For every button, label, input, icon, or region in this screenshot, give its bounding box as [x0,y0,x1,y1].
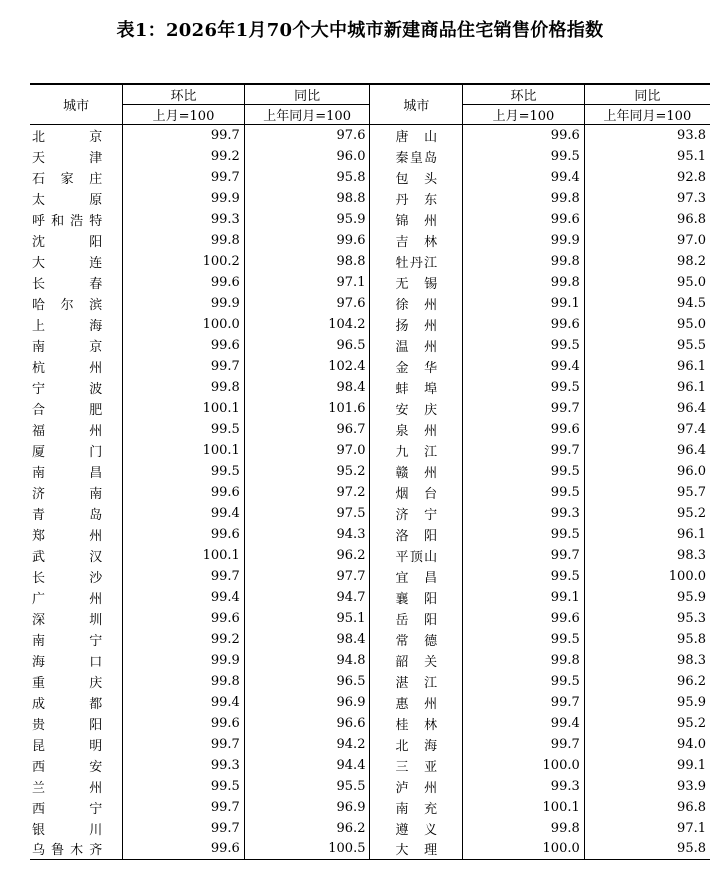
table-row [30,797,710,818]
cell-city-left: 沈阳 [32,234,103,250]
cell-city-right: 岳阳 [370,608,463,629]
cell-yoy-right: 95.7 [584,482,710,503]
cell-yoy-left: 95.5 [244,776,370,797]
cell-mom-left: 99.6 [123,335,245,356]
table-row [30,650,710,671]
cell-city-right: 洛阳 [370,524,463,545]
header-mom-base-right: 上月=100 [463,105,585,125]
cell-city-left: 宁波 [32,381,103,397]
cell-mom-right: 99.5 [463,461,585,482]
cell-mom-left: 99.6 [123,482,245,503]
cell-yoy-left: 96.7 [244,419,370,440]
cell-city-right: 襄阳 [370,587,463,608]
cell-city-left: 南宁 [32,633,103,649]
cell-city-right: 湛江 [370,671,463,692]
cell-yoy-left: 96.0 [244,146,370,167]
table-row [30,608,710,629]
cell-yoy-right: 96.1 [584,524,710,545]
cell-mom-right: 99.5 [463,335,585,356]
cell-city-right: 赣州 [370,461,463,482]
table-row [30,230,710,251]
table-row [30,755,710,776]
cell-city-left: 深圳 [32,612,103,628]
cell-city-right: 遵义 [370,818,463,839]
cell-yoy-right: 95.8 [584,839,710,860]
cell-city-left: 重庆 [32,675,103,691]
table-row [30,461,710,482]
cell-yoy-left: 95.9 [244,209,370,230]
cell-mom-left: 99.3 [123,755,245,776]
cell-mom-left: 99.7 [123,356,245,377]
cell-mom-left: 99.9 [123,293,245,314]
cell-yoy-left: 97.5 [244,503,370,524]
cell-yoy-right: 97.4 [584,419,710,440]
table-row [30,734,710,755]
header-mom-left: 环比 [123,84,245,105]
cell-yoy-right: 96.8 [584,209,710,230]
cell-mom-left: 99.8 [123,230,245,251]
cell-city-right: 桂林 [370,713,463,734]
cell-yoy-left: 100.5 [244,839,370,860]
cell-yoy-left: 96.2 [244,545,370,566]
table-row [30,713,710,734]
table-title: 表1：2026年1月70个大中城市新建商品住宅销售价格指数 [116,20,604,41]
cell-city-left: 上海 [32,318,103,334]
cell-mom-left: 99.2 [123,629,245,650]
cell-yoy-left: 95.1 [244,608,370,629]
cell-yoy-right: 96.2 [584,671,710,692]
table-row [30,776,710,797]
cell-city-left: 青岛 [32,507,103,523]
cell-yoy-right: 95.2 [584,713,710,734]
cell-yoy-left: 97.1 [244,272,370,293]
cell-yoy-right: 94.5 [584,293,710,314]
cell-mom-right: 99.6 [463,608,585,629]
cell-city-left: 昆明 [32,738,103,754]
cell-mom-right: 99.5 [463,482,585,503]
cell-yoy-left: 96.2 [244,818,370,839]
cell-yoy-right: 95.9 [584,587,710,608]
table-row [30,314,710,335]
cell-yoy-right: 99.1 [584,755,710,776]
cell-city-left: 石家庄 [32,171,103,187]
cell-mom-left: 99.8 [123,377,245,398]
cell-city-right: 吉林 [370,230,463,251]
cell-mom-left: 99.5 [123,461,245,482]
cell-mom-left: 99.7 [123,734,245,755]
cell-yoy-right: 95.0 [584,272,710,293]
table-row [30,272,710,293]
cell-city-left: 太原 [32,192,103,208]
cell-yoy-left: 98.8 [244,251,370,272]
cell-city-right: 锦州 [370,209,463,230]
cell-yoy-left: 94.3 [244,524,370,545]
header-yoy-left: 同比 [244,84,370,105]
cell-mom-right: 99.9 [463,230,585,251]
cell-city-right: 金华 [370,356,463,377]
table-row [30,839,710,860]
cell-yoy-right: 96.8 [584,797,710,818]
cell-mom-right: 99.5 [463,566,585,587]
cell-mom-left: 100.1 [123,545,245,566]
cell-city-left: 兰州 [32,780,103,796]
table-row [30,167,710,188]
cell-yoy-left: 104.2 [244,314,370,335]
cell-city-left: 长沙 [32,570,103,586]
table-row [30,587,710,608]
cell-city-right: 无锡 [370,272,463,293]
cell-city-left: 呼和浩特 [32,213,103,229]
cell-city-left: 海口 [32,654,103,670]
table-row [30,671,710,692]
cell-mom-left: 100.1 [123,398,245,419]
table-row [30,377,710,398]
cell-mom-left: 99.6 [123,713,245,734]
cell-mom-right: 99.6 [463,209,585,230]
cell-yoy-left: 95.2 [244,461,370,482]
cell-city-left: 南昌 [32,465,103,481]
header-mom-right: 环比 [463,84,585,105]
table-row [30,482,710,503]
cell-yoy-left: 96.9 [244,797,370,818]
cell-mom-left: 99.7 [123,125,245,146]
cell-city-right: 蚌埠 [370,377,463,398]
cell-mom-left: 99.5 [123,419,245,440]
table-row [30,188,710,209]
cell-city-right: 温州 [370,335,463,356]
cell-yoy-left: 94.2 [244,734,370,755]
cell-mom-left: 99.7 [123,818,245,839]
table-row [30,818,710,839]
cell-yoy-right: 100.0 [584,566,710,587]
cell-yoy-left: 95.8 [244,167,370,188]
cell-city-right: 宜昌 [370,566,463,587]
cell-mom-left: 99.3 [123,209,245,230]
cell-yoy-right: 94.0 [584,734,710,755]
cell-city-right: 韶关 [370,650,463,671]
cell-mom-right: 99.1 [463,293,585,314]
cell-mom-right: 99.5 [463,524,585,545]
header-mom-base-left: 上月=100 [123,105,245,125]
cell-mom-left: 99.7 [123,797,245,818]
table-row [30,146,710,167]
cell-city-left: 武汉 [32,549,103,565]
cell-mom-right: 99.8 [463,251,585,272]
cell-mom-left: 100.2 [123,251,245,272]
header-city-left: 城市 [63,99,90,114]
cell-city-right: 秦皇岛 [370,146,463,167]
cell-city-right: 南充 [370,797,463,818]
table-row [30,125,710,146]
header-yoy-base-left: 上年同月=100 [244,105,370,125]
cell-city-right: 牡丹江 [370,251,463,272]
cell-city-left: 北京 [32,129,103,145]
cell-city-left: 银川 [32,822,103,838]
cell-city-right: 泉州 [370,419,463,440]
cell-city-left: 郑州 [32,528,103,544]
cell-yoy-left: 94.8 [244,650,370,671]
cell-yoy-left: 97.7 [244,566,370,587]
cell-city-right: 徐州 [370,293,463,314]
cell-city-left: 福州 [32,423,103,439]
cell-mom-right: 99.1 [463,587,585,608]
cell-yoy-right: 96.0 [584,461,710,482]
cell-mom-left: 99.4 [123,587,245,608]
cell-yoy-right: 97.3 [584,188,710,209]
cell-city-right: 三亚 [370,755,463,776]
cell-mom-left: 99.4 [123,692,245,713]
cell-city-left: 厦门 [32,444,103,460]
cell-mom-left: 99.9 [123,188,245,209]
cell-yoy-left: 96.6 [244,713,370,734]
table-body [30,125,710,860]
header-city-right: 城市 [370,84,463,125]
cell-city-right: 扬州 [370,314,463,335]
cell-yoy-right: 95.9 [584,692,710,713]
cell-mom-left: 99.6 [123,608,245,629]
cell-mom-right: 99.5 [463,629,585,650]
cell-yoy-left: 98.4 [244,629,370,650]
cell-yoy-right: 96.1 [584,377,710,398]
cell-city-right: 北海 [370,734,463,755]
cell-city-left: 杭州 [32,360,103,376]
table-row [30,356,710,377]
cell-yoy-left: 98.8 [244,188,370,209]
table-row [30,503,710,524]
cell-mom-left: 99.5 [123,776,245,797]
cell-mom-right: 99.8 [463,818,585,839]
cell-mom-left: 99.2 [123,146,245,167]
cell-city-left: 西宁 [32,801,103,817]
cell-yoy-left: 98.4 [244,377,370,398]
cell-city-left: 大连 [32,255,103,271]
table-row [30,209,710,230]
cell-yoy-right: 98.3 [584,650,710,671]
cell-mom-left: 99.7 [123,566,245,587]
cell-city-right: 安庆 [370,398,463,419]
cell-city-right: 平顶山 [370,545,463,566]
cell-mom-right: 100.1 [463,797,585,818]
table-row [30,251,710,272]
table-row [30,692,710,713]
cell-city-left: 哈尔滨 [32,297,103,313]
table-row [30,524,710,545]
cell-yoy-right: 97.0 [584,230,710,251]
table-row [30,335,710,356]
cell-yoy-right: 96.4 [584,440,710,461]
cell-yoy-left: 96.5 [244,671,370,692]
cell-mom-right: 99.4 [463,713,585,734]
cell-mom-right: 100.0 [463,755,585,776]
table-row [30,440,710,461]
cell-yoy-right: 95.3 [584,608,710,629]
cell-yoy-right: 96.1 [584,356,710,377]
cell-city-left: 合肥 [32,402,103,418]
cell-mom-right: 99.5 [463,671,585,692]
cell-city-right: 九江 [370,440,463,461]
cell-city-left: 天津 [32,150,103,166]
cell-yoy-left: 96.5 [244,335,370,356]
cell-city-left: 广州 [32,591,103,607]
cell-city-left: 成都 [32,696,103,712]
cell-yoy-right: 95.0 [584,314,710,335]
cell-city-right: 包头 [370,167,463,188]
table-row [30,566,710,587]
cell-mom-right: 99.5 [463,377,585,398]
cell-city-left: 乌鲁木齐 [32,843,103,859]
cell-city-left: 长春 [32,276,103,292]
cell-yoy-right: 98.3 [584,545,710,566]
cell-mom-left: 99.8 [123,671,245,692]
cell-mom-right: 99.3 [463,776,585,797]
header-yoy-base-right: 上年同月=100 [584,105,710,125]
cell-mom-right: 99.5 [463,146,585,167]
cell-mom-right: 99.7 [463,545,585,566]
cell-city-left: 西安 [32,759,103,775]
cell-mom-left: 99.6 [123,524,245,545]
cell-mom-right: 99.7 [463,734,585,755]
cell-yoy-left: 94.4 [244,755,370,776]
cell-mom-right: 99.8 [463,188,585,209]
cell-mom-right: 99.6 [463,419,585,440]
cell-mom-left: 100.1 [123,440,245,461]
cell-yoy-right: 98.2 [584,251,710,272]
cell-yoy-right: 93.8 [584,125,710,146]
cell-mom-right: 99.4 [463,167,585,188]
cell-yoy-right: 95.1 [584,146,710,167]
cell-city-right: 惠州 [370,692,463,713]
cell-yoy-right: 95.5 [584,335,710,356]
cell-mom-right: 99.8 [463,272,585,293]
cell-city-left: 济南 [32,486,103,502]
cell-city-left: 南京 [32,339,103,355]
table-row [30,398,710,419]
cell-yoy-left: 97.6 [244,125,370,146]
cell-mom-left: 99.7 [123,167,245,188]
cell-mom-right: 99.3 [463,503,585,524]
cell-city-right: 丹东 [370,188,463,209]
cell-yoy-left: 94.7 [244,587,370,608]
cell-mom-right: 99.7 [463,398,585,419]
cell-mom-left: 99.6 [123,272,245,293]
cell-mom-right: 99.4 [463,356,585,377]
cell-city-right: 济宁 [370,503,463,524]
price-index-table [30,83,710,860]
cell-yoy-left: 97.6 [244,293,370,314]
cell-city-right: 常德 [370,629,463,650]
cell-mom-right: 99.7 [463,440,585,461]
header-yoy-right: 同比 [584,84,710,105]
cell-mom-left: 99.4 [123,503,245,524]
cell-yoy-left: 99.6 [244,230,370,251]
cell-mom-left: 99.9 [123,650,245,671]
cell-yoy-left: 102.4 [244,356,370,377]
cell-yoy-right: 95.2 [584,503,710,524]
cell-mom-left: 100.0 [123,314,245,335]
cell-mom-right: 99.6 [463,125,585,146]
cell-yoy-right: 92.8 [584,167,710,188]
cell-mom-right: 99.7 [463,692,585,713]
cell-city-right: 大理 [370,839,463,860]
cell-mom-right: 99.8 [463,650,585,671]
cell-yoy-left: 97.0 [244,440,370,461]
table-row [30,545,710,566]
cell-yoy-left: 96.9 [244,692,370,713]
cell-yoy-right: 93.9 [584,776,710,797]
cell-city-right: 唐山 [370,125,463,146]
cell-city-right: 泸州 [370,776,463,797]
cell-city-left: 贵阳 [32,717,103,733]
cell-yoy-left: 97.2 [244,482,370,503]
table-row [30,629,710,650]
cell-city-right: 烟台 [370,482,463,503]
cell-yoy-right: 95.8 [584,629,710,650]
cell-mom-right: 99.6 [463,314,585,335]
cell-yoy-right: 96.4 [584,398,710,419]
cell-yoy-left: 101.6 [244,398,370,419]
cell-mom-right: 100.0 [463,839,585,860]
cell-yoy-right: 97.1 [584,818,710,839]
cell-mom-left: 99.6 [123,839,245,860]
table-row [30,293,710,314]
table-row [30,419,710,440]
